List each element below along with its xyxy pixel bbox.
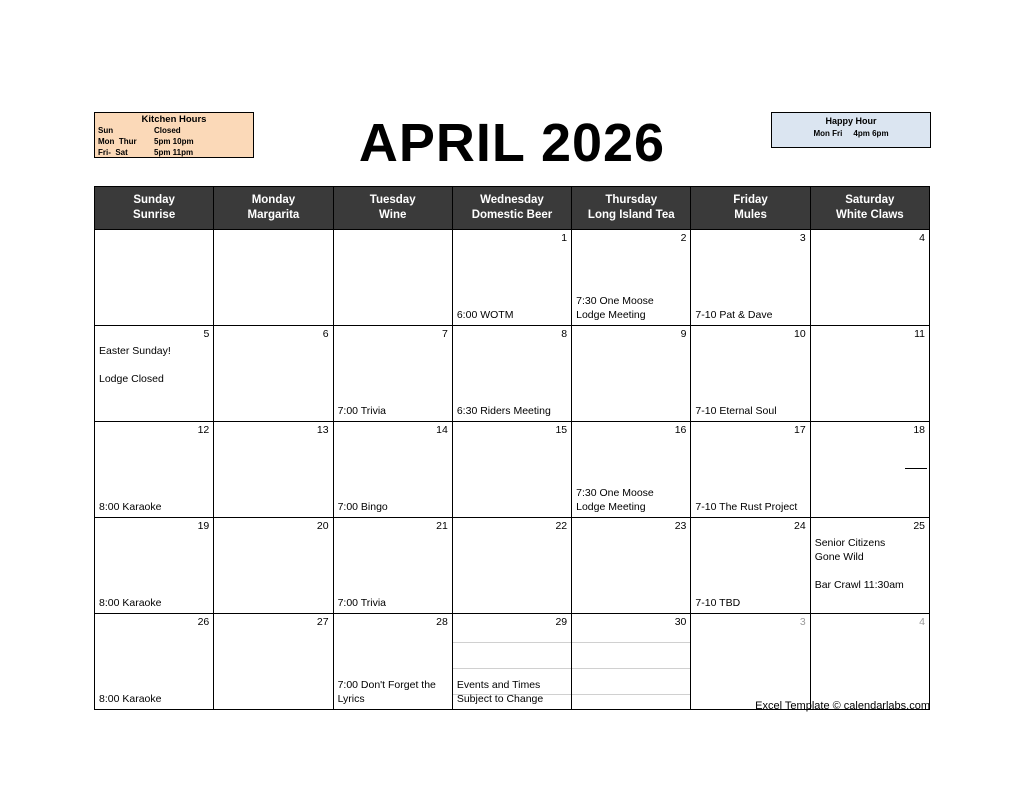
- day-number: 6: [322, 328, 329, 340]
- day-number: 4: [919, 616, 925, 628]
- calendar-day-cell[interactable]: [214, 518, 333, 614]
- day-number: 15: [555, 424, 568, 436]
- day-events: [99, 344, 209, 386]
- calendar-day-cell[interactable]: [333, 422, 452, 518]
- day-number: 16: [674, 424, 687, 436]
- column-header-day: Saturday: [845, 194, 895, 206]
- calendar-day-cell[interactable]: [452, 230, 571, 326]
- day-events: [457, 404, 567, 418]
- event-text: 7-10 The Rust Project: [695, 501, 798, 513]
- event-text: 8:00 Karaoke: [99, 501, 162, 513]
- event-text: Gone Wild: [814, 551, 864, 563]
- day-events: [338, 596, 448, 610]
- kitchen-hours-title: Kitchen Hours: [141, 114, 207, 125]
- calendar-day-cell[interactable]: [810, 422, 929, 518]
- kitchen-hours-row-value: Closed: [154, 126, 181, 135]
- day-number: 11: [914, 328, 925, 340]
- kitchen-hours-row-label: Sun: [98, 126, 114, 135]
- column-header-day: Monday: [251, 194, 296, 206]
- day-events: [457, 308, 567, 322]
- column-header-day: Friday: [733, 194, 768, 206]
- day-events: [99, 596, 209, 610]
- day-events: [695, 500, 805, 514]
- day-events: [695, 308, 805, 322]
- day-number: 8: [561, 328, 568, 340]
- day-number: 3: [799, 232, 806, 244]
- calendar-day-cell[interactable]: [572, 422, 691, 518]
- column-header-sub: Wine: [379, 209, 407, 221]
- kitchen-hours-row-value: 5pm 10pm: [154, 137, 194, 146]
- calendar-day-cell[interactable]: [810, 518, 929, 614]
- column-header-tuesday: [333, 187, 452, 230]
- day-number: 23: [674, 520, 687, 532]
- day-number: 18: [913, 424, 925, 436]
- calendar-header-row: [95, 187, 930, 230]
- event-text: 7-10 TBD: [695, 597, 741, 609]
- calendar-day-cell[interactable]: [691, 518, 810, 614]
- event-text: Bar Crawl 11:30am: [814, 579, 904, 591]
- cell-rule-lines: [572, 642, 690, 694]
- column-header-day: Wednesday: [480, 194, 544, 206]
- calendar-day-cell[interactable]: [214, 326, 333, 422]
- day-events: [338, 404, 448, 418]
- day-number: 4: [919, 232, 925, 244]
- event-spacer: [99, 358, 209, 372]
- day-number: 2: [680, 232, 687, 244]
- calendar-day-cell[interactable]: [810, 230, 929, 326]
- column-header-sub: Long Island Tea: [587, 209, 675, 221]
- event-text: 7:00 Bingo: [337, 501, 388, 513]
- event-text: 6:30 Riders Meeting: [456, 405, 551, 417]
- column-header-day: Sunday: [133, 194, 175, 206]
- column-header-day: Tuesday: [369, 194, 416, 206]
- day-number: 3: [799, 616, 806, 628]
- calendar-week-row: [95, 614, 930, 710]
- day-number: 30: [674, 616, 687, 628]
- event-text: 7-10 Pat & Dave: [695, 309, 773, 321]
- day-number: 5: [203, 328, 210, 340]
- day-events: [695, 596, 805, 610]
- calendar-day-cell[interactable]: [572, 518, 691, 614]
- column-header-saturday: [810, 187, 929, 230]
- event-text: Lodge Meeting: [576, 309, 646, 321]
- day-number: 12: [197, 424, 210, 436]
- calendar-day-cell[interactable]: [691, 326, 810, 422]
- calendar-day-cell[interactable]: [214, 614, 333, 710]
- calendar-day-cell[interactable]: [95, 422, 214, 518]
- day-events: [576, 486, 686, 514]
- calendar-day-cell[interactable]: [452, 614, 571, 710]
- calendar-day-cell[interactable]: [333, 326, 452, 422]
- footer-credit: Excel Template © calendarlabs.com: [755, 700, 930, 712]
- calendar-day-cell[interactable]: [333, 614, 452, 710]
- event-text: 7:00 Don't Forget the: [337, 679, 436, 691]
- calendar-day-cell[interactable]: [333, 518, 452, 614]
- calendar-day-cell[interactable]: [452, 326, 571, 422]
- column-header-monday: [214, 187, 333, 230]
- day-number: 20: [316, 520, 329, 532]
- calendar-day-cell[interactable]: [572, 230, 691, 326]
- column-header-thursday: [572, 187, 691, 230]
- kitchen-hours-row-label: Mon Thur: [98, 137, 137, 146]
- event-text: Lodge Closed: [99, 373, 164, 385]
- happy-hour-title: Happy Hour: [825, 116, 877, 126]
- calendar-day-cell[interactable]: [95, 326, 214, 422]
- column-header-sub: Sunrise: [133, 209, 176, 221]
- calendar-table-wrap: [94, 186, 930, 710]
- event-text: 8:00 Karaoke: [99, 693, 162, 705]
- kitchen-hours-row-value: 5pm 11pm: [154, 148, 194, 157]
- calendar-day-cell[interactable]: [95, 518, 214, 614]
- event-text: 7-10 Eternal Soul: [695, 405, 777, 417]
- event-text: 6:00 WOTM: [456, 309, 514, 321]
- event-spacer: [815, 564, 925, 578]
- calendar-week-row: [95, 230, 930, 326]
- calendar-day-cell[interactable]: [214, 422, 333, 518]
- day-number: 17: [794, 424, 806, 436]
- day-number: 14: [436, 424, 448, 436]
- column-header-sub: Margarita: [247, 209, 300, 221]
- event-text: Subject to Change: [456, 693, 544, 705]
- day-events: [815, 536, 925, 592]
- day-events: [695, 404, 805, 418]
- calendar-day-cell[interactable]: [333, 230, 452, 326]
- event-text: Lyrics: [337, 693, 365, 705]
- cell-mark-line: [905, 468, 927, 469]
- column-header-sub: White Claws: [835, 209, 904, 221]
- day-events: [99, 500, 209, 514]
- event-text: 7:00 Trivia: [337, 597, 387, 609]
- day-number: 25: [913, 520, 925, 532]
- event-text: 7:30 One Moose: [576, 295, 654, 307]
- calendar-day-cell[interactable]: [810, 326, 929, 422]
- calendar-day-cell[interactable]: [572, 326, 691, 422]
- event-text: Easter Sunday!: [99, 345, 171, 357]
- column-header-sunday: [95, 187, 214, 230]
- column-header-day: Thursday: [605, 194, 658, 206]
- calendar-day-cell[interactable]: [452, 518, 571, 614]
- day-number: 22: [555, 520, 568, 532]
- calendar-day-cell[interactable]: [691, 422, 810, 518]
- day-number: 1: [561, 232, 568, 244]
- event-text: Lodge Meeting: [576, 501, 646, 513]
- day-events: [338, 500, 448, 514]
- calendar-day-cell[interactable]: [95, 230, 214, 326]
- day-number: 7: [442, 328, 448, 340]
- calendar-week-row: [95, 326, 930, 422]
- calendar-table: [94, 186, 930, 710]
- day-number: 9: [680, 328, 687, 340]
- day-number: 24: [794, 520, 806, 532]
- event-text: Events and Times: [456, 679, 541, 691]
- day-number: 29: [555, 616, 568, 628]
- day-number: 28: [436, 616, 448, 628]
- calendar-week-row: [95, 518, 930, 614]
- calendar-day-cell[interactable]: [452, 422, 571, 518]
- day-number: 13: [316, 424, 329, 436]
- event-text: 8:00 Karaoke: [99, 597, 162, 609]
- event-text: 7:00 Trivia: [337, 405, 387, 417]
- calendar-week-row: [95, 422, 930, 518]
- calendar-day-cell[interactable]: [810, 614, 929, 710]
- calendar-day-cell[interactable]: [691, 614, 810, 710]
- kitchen-hours-row-label: Fri- Sat: [98, 148, 128, 157]
- column-header-wednesday: [452, 187, 571, 230]
- column-header-sub: Mules: [734, 209, 767, 221]
- calendar-day-cell[interactable]: [95, 614, 214, 710]
- day-number: 26: [197, 616, 210, 628]
- calendar-day-cell[interactable]: [572, 614, 691, 710]
- day-number: 10: [794, 328, 806, 340]
- column-header-sub: Domestic Beer: [471, 209, 553, 221]
- calendar-day-cell[interactable]: [214, 230, 333, 326]
- event-text: 7:30 One Moose: [576, 487, 654, 499]
- day-number: 19: [197, 520, 210, 532]
- day-events: [576, 294, 686, 322]
- day-number: 27: [316, 616, 329, 628]
- day-number: 21: [436, 520, 448, 532]
- happy-hour-row: Mon Fri 4pm 6pm: [813, 129, 889, 138]
- column-header-friday: [691, 187, 810, 230]
- page-title: APRIL 2026: [358, 113, 666, 173]
- calendar-day-cell[interactable]: [691, 230, 810, 326]
- event-text: Senior Citizens: [814, 537, 886, 549]
- calendar-body: [95, 230, 930, 710]
